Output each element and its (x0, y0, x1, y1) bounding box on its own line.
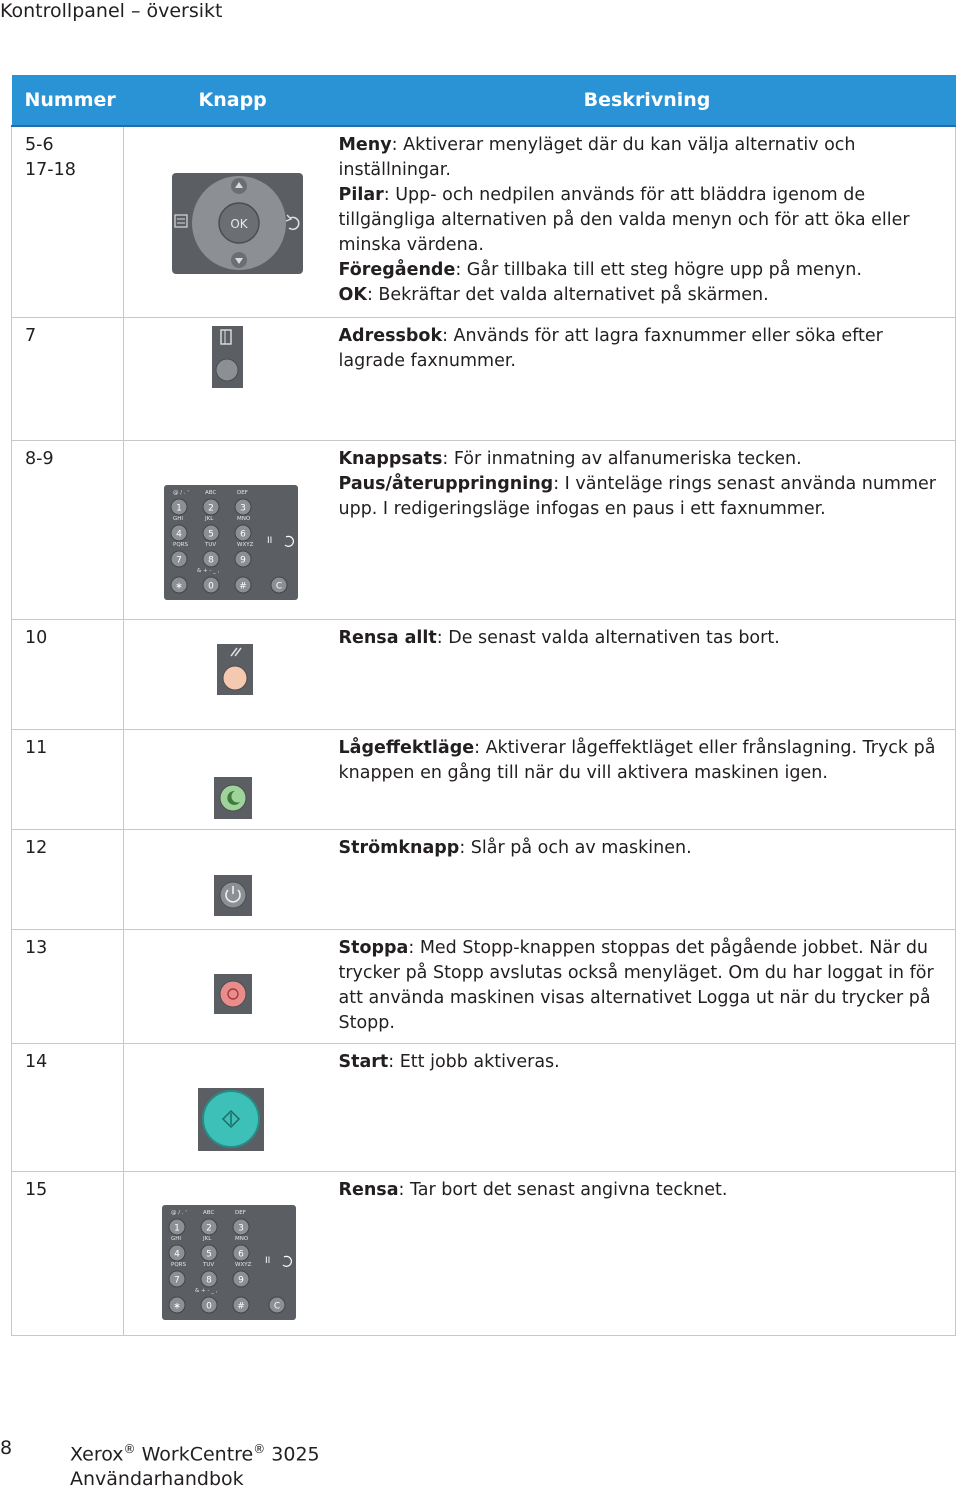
row-number-line: 13 (25, 937, 48, 958)
key-digit: 9 (238, 1275, 244, 1285)
desc-line: Start: Ett jobb aktiveras. (338, 1051, 560, 1072)
address-book-button-icon (212, 326, 243, 388)
desc-line: OK: Bekräftar det valda alternativet på skärmen. (338, 285, 769, 305)
row-number (12, 1043, 124, 1171)
key-digit: 7 (174, 1275, 180, 1285)
key-letter-label: GHI (171, 1235, 182, 1242)
row-button-cell (124, 126, 339, 317)
desc-line: Meny: Aktiverar menyläget där du kan välja alternativ och inställningar. (338, 135, 856, 180)
desc-line: Föregående: Går tillbaka till ett steg högre upp på menyn. (338, 260, 862, 280)
key-letter-label: MNO (235, 1235, 249, 1242)
key-letter-label: WXYZ (237, 541, 254, 548)
row-button-cell (124, 929, 339, 1043)
key-digit: 9 (240, 555, 246, 565)
row-description (339, 929, 956, 1043)
key-digit: 2 (208, 503, 214, 513)
clear-all-button-icon (217, 644, 253, 695)
key-digit: 8 (208, 555, 214, 565)
table-row (12, 929, 956, 1043)
row-number-line: 14 (25, 1051, 48, 1072)
column-header-number: Nummer (12, 75, 124, 126)
key-digit: # (237, 1301, 245, 1311)
row-button-cell (124, 317, 339, 440)
key-digit: 5 (206, 1249, 212, 1259)
key-letter-label: & + - _ , (195, 1287, 218, 1294)
row-button-cell (124, 619, 339, 729)
section-title: Kontrollpanel – översikt (0, 0, 223, 22)
table-row (12, 619, 956, 729)
table-header-row (12, 75, 956, 126)
column-header-description: Beskrivning (339, 75, 956, 126)
row-button-cell (124, 1043, 339, 1171)
key-letter-label: DEF (235, 1209, 246, 1216)
table-row (12, 1171, 956, 1335)
row-number (12, 829, 124, 929)
page-number: 8 (0, 1437, 13, 1459)
row-description (339, 317, 956, 440)
desc-line: Paus/återuppringning: I vänteläge rings senast använda nummer upp. I redigeringsläge infogas en paus i ett faxnummer. (338, 473, 936, 519)
key-digit: 4 (176, 529, 182, 539)
stop-button-icon (214, 974, 252, 1014)
menu-navigation-pad-icon (172, 173, 303, 274)
key-digit: 0 (208, 581, 214, 591)
row-description (339, 440, 956, 619)
key-letter-label: PQRS (171, 1261, 186, 1268)
table-row (12, 829, 956, 929)
row-number-line: 5-6 (25, 135, 54, 155)
key-digit: 1 (176, 503, 182, 513)
table-row (12, 126, 956, 317)
row-number-line: 12 (25, 837, 48, 858)
ok-label: OK (230, 217, 248, 231)
key-letter-label: TUV (205, 541, 217, 548)
key-letter-label: GHI (173, 515, 184, 522)
key-digit: 5 (208, 529, 214, 539)
row-description (339, 126, 956, 317)
row-number-line: 7 (25, 325, 37, 346)
power-button-icon (214, 875, 252, 916)
control-panel-table (11, 75, 956, 1336)
desc-line: Stoppa: Med Stopp-knappen stoppas det pågående jobbet. När du trycker på Stopp avslutas också menyläget. Om du har loggat in för att använda maskinen visas alternativet Logga ut när du trycker på Stopp. (338, 937, 934, 1033)
row-description (339, 829, 956, 929)
key-letter-label: ABC (203, 1209, 215, 1216)
row-number-line: 17-18 (25, 160, 76, 180)
product-name: Xerox® WorkCentre® 3025 (70, 1442, 320, 1466)
key-letter-label: DEF (237, 489, 248, 496)
table-row (12, 317, 956, 440)
key-letter-label: PQRS (173, 541, 188, 548)
row-number (12, 317, 124, 440)
key-digit: C (273, 1301, 281, 1311)
power-saver-button-icon (214, 777, 252, 819)
key-letter-label: MNO (237, 515, 251, 522)
key-digit: 7 (176, 555, 182, 565)
key-digit: C (275, 581, 283, 591)
key-digit: 6 (240, 529, 246, 539)
key-letter-label: WXYZ (235, 1261, 252, 1268)
key-digit: 3 (238, 1223, 244, 1233)
row-button-cell (124, 729, 339, 829)
keypad-icon (164, 485, 298, 600)
desc-line: Adressbok: Används för att lagra faxnummer eller söka efter lagrade faxnummer. (338, 325, 883, 371)
key-letter-label: @ / . ' (171, 1209, 187, 1216)
pause-label: II (267, 535, 273, 546)
key-digit: 8 (206, 1275, 212, 1285)
desc-line: Rensa: Tar bort det senast angivna tecknet. (338, 1179, 728, 1200)
key-letter-label: TUV (203, 1261, 215, 1268)
row-number-line: 8-9 (25, 448, 54, 469)
key-digit: 0 (206, 1301, 212, 1311)
row-number-line: 10 (25, 627, 48, 648)
key-letter-label: & + - _ , (197, 567, 220, 574)
manual-title: Användarhandbok (70, 1468, 244, 1491)
row-description (339, 729, 956, 829)
column-header-button: Knapp (124, 75, 339, 126)
row-number (12, 1171, 124, 1335)
key-digit: 4 (174, 1249, 180, 1259)
desc-line: Pilar: Upp- och nedpilen används för att bläddra igenom de tillgängliga alternativen på den valda menyn och för att öka eller minska värdena. (338, 185, 910, 255)
table-row (12, 1043, 956, 1171)
table-row (12, 440, 956, 619)
desc-line: Rensa allt: De senast valda alternativen tas bort. (338, 627, 780, 648)
row-number (12, 619, 124, 729)
row-number-line: 15 (25, 1179, 48, 1200)
key-digit: 1 (174, 1223, 180, 1233)
row-number (12, 440, 124, 619)
pause-label: II (265, 1255, 271, 1266)
row-button-cell (124, 440, 339, 619)
desc-line: Lågeffektläge: Aktiverar lågeffektläget eller frånslagning. Tryck på knappen en gång till när du vill aktivera maskinen igen. (338, 737, 936, 783)
row-number (12, 929, 124, 1043)
desc-line: Knappsats: För inmatning av alfanumeriska tecken. (338, 448, 802, 469)
row-button-cell (124, 1171, 339, 1335)
key-digit: 2 (206, 1223, 212, 1233)
row-number (12, 126, 124, 317)
key-letter-label: ABC (205, 489, 217, 496)
row-number-line: 11 (25, 737, 48, 758)
row-button-cell (124, 829, 339, 929)
key-letter-label: JKL (205, 515, 214, 522)
key-letter-label: @ / . ' (173, 489, 189, 496)
key-digit: ∗ (173, 1301, 181, 1311)
row-description (339, 1171, 956, 1335)
key-digit: 3 (240, 503, 246, 513)
row-description (339, 1043, 956, 1171)
desc-line: Strömknapp: Slår på och av maskinen. (338, 837, 692, 858)
key-digit: ∗ (175, 581, 183, 591)
row-description (339, 619, 956, 729)
keypad-icon (162, 1205, 296, 1320)
key-letter-label: JKL (203, 1235, 212, 1242)
row-number (12, 729, 124, 829)
key-digit: # (239, 581, 247, 591)
table-row (12, 729, 956, 829)
key-digit: 6 (238, 1249, 244, 1259)
start-button-icon (198, 1088, 264, 1151)
